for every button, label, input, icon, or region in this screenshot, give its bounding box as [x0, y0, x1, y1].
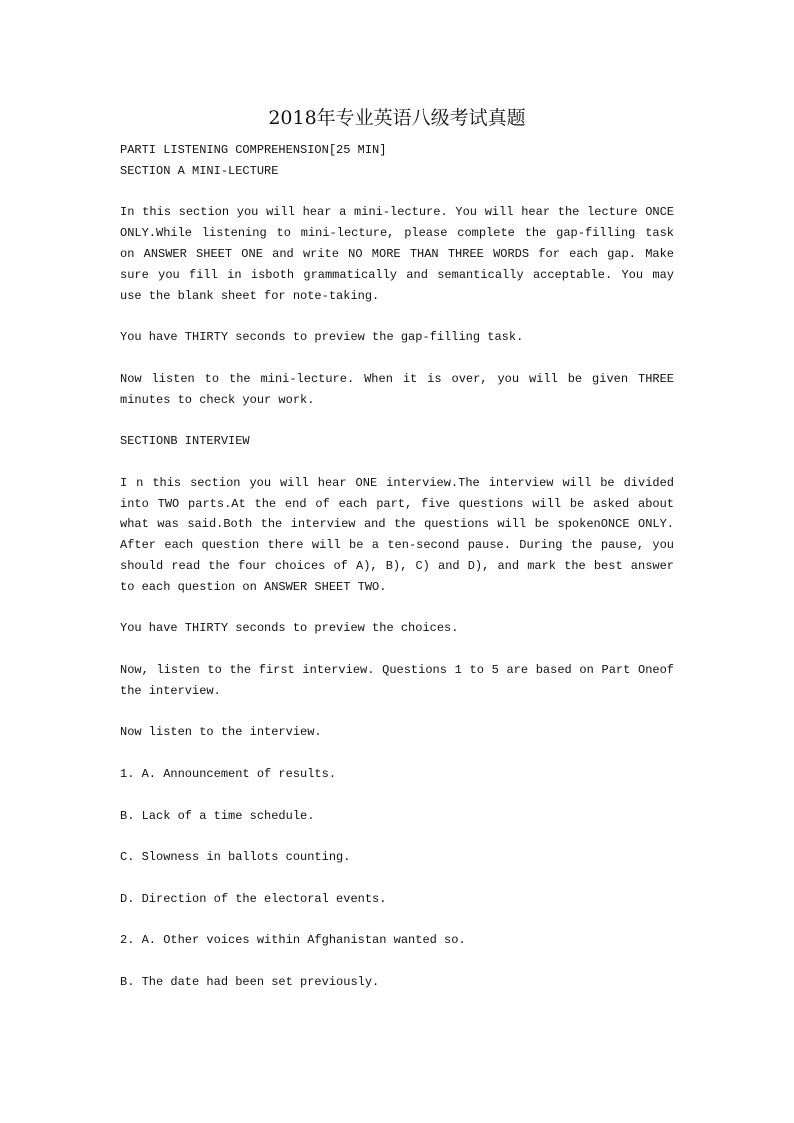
section-a-heading: SECTION A MINI-LECTURE [120, 163, 279, 178]
preview-choices-text: You have THIRTY seconds to preview the choices. [120, 621, 459, 636]
question-option: B. The date had been set previously. [120, 974, 380, 989]
question-option: C. Slowness in ballots counting. [120, 850, 351, 865]
first-interview-intro: Now, listen to the first interview. Questions 1 to 5 are based on Part Oneof the interview. [120, 662, 674, 698]
part-heading: PARTI LISTENING COMPREHENSION[25 MIN] [120, 143, 387, 157]
question-option: 1. A. Announcement of results. [120, 766, 337, 781]
listen-mini-lecture-text: Now listen to the mini-lecture. When it is over, you will be given THREE minutes to check your work. [120, 371, 674, 407]
question-option: 2. A. Other voices within Afghanistan wanted so. [120, 933, 466, 948]
question-option: B. Lack of a time schedule. [120, 808, 315, 823]
question-option: D. Direction of the electoral events. [120, 891, 387, 906]
section-b-instructions: I n this section you will hear ONE interview.The interview will be divided into TWO parts.At the end of each part, five questions will be asked about what was said.Both the interview and the questions will be spokenONCE ONLY. After each question there will be a ten-second pause. During the pause, you should read the four choices of A), B), C) and D), and mark the best answer to each question on ANSWER SHEET TWO. [120, 475, 674, 594]
section-a-instructions: In this section you will hear a mini-lecture. You will hear the lecture ONCE ONLY.While listening to mini-lecture, please complete the gap-filling task on ANSWER SHEET ONE and write NO MORE THAN THREE WORDS for each gap. Make sure you fill in isboth grammatically and semantically acceptable. You may use the blank sheet for note-taking. [120, 205, 674, 303]
document-title: 2018年专业英语八级考试真题 [268, 107, 526, 129]
document-body [120, 140, 674, 993]
section-b-heading: SECTIONB INTERVIEW [120, 434, 250, 449]
preview-gap-filling-text: You have THIRTY seconds to preview the gap-filling task. [120, 330, 524, 345]
listen-interview-text: Now listen to the interview. [120, 725, 322, 740]
